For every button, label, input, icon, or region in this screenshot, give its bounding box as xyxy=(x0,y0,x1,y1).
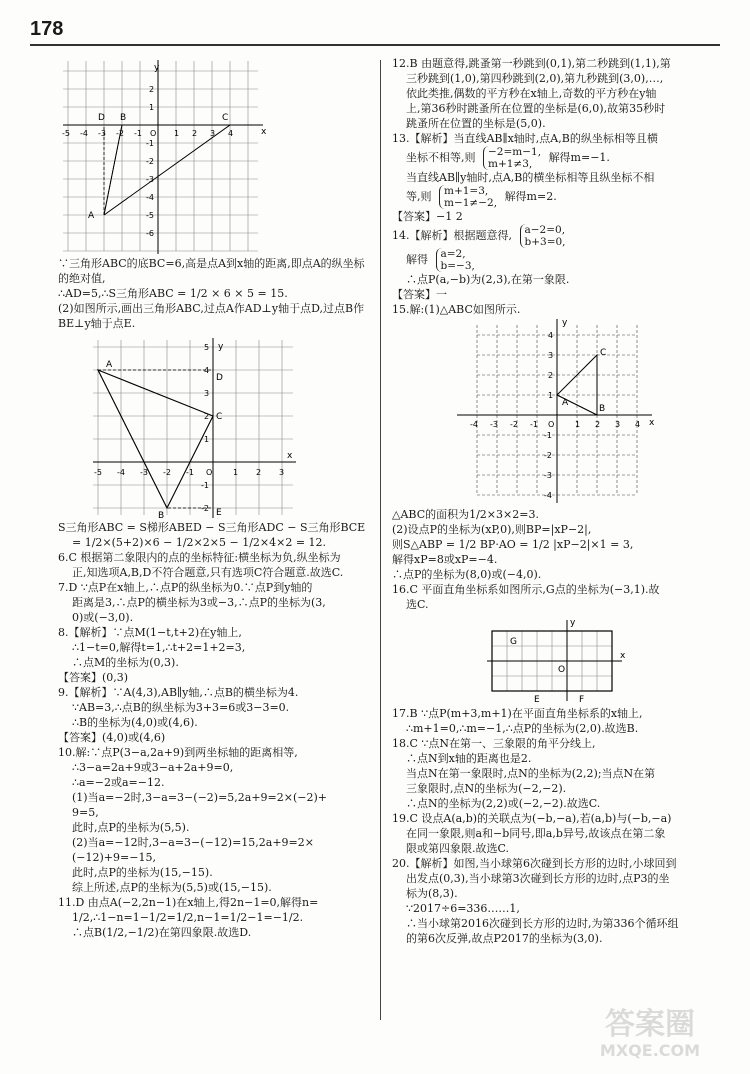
q13-system-2 xyxy=(392,185,732,209)
question-17 xyxy=(392,706,732,736)
q15-line: 15.解:(1)△ABC如图所示. xyxy=(392,303,521,316)
q6-line: 6.C 根据第二象限内的点的坐标特征:横坐标为负,纵坐标为 xyxy=(58,551,341,564)
q12-line: 依此类推,偶数的平方秒在x轴上,奇数的平方秒在y轴 xyxy=(406,87,657,100)
q18-line: ∴点N的坐标为(2,2)或(−2,−2).故选C. xyxy=(406,797,601,810)
figure-4-rectangle-grid xyxy=(482,616,642,706)
fig1-xtick: -1 xyxy=(134,129,142,138)
question-9 xyxy=(58,685,372,745)
question-7 xyxy=(58,580,372,625)
q11-line: 1/2,∴1−n=1−1/2=1/2,n−1=1/2−1=−1/2. xyxy=(72,911,304,924)
q14-text: 14.【解析】根据题意得, xyxy=(392,229,512,242)
q14-eq: b=−3, xyxy=(440,260,475,272)
q10-line: 此时,点P的坐标为(5,5). xyxy=(72,821,190,834)
question-13 xyxy=(392,131,732,224)
q10-line: 此时,点P的坐标为(15,−15). xyxy=(72,866,213,879)
fig1-label-a: A xyxy=(88,211,95,221)
question-16 xyxy=(392,582,732,706)
q13-line: 13.【解析】当直线AB∥x轴时,点A,B的纵坐标相等且横 xyxy=(392,132,658,145)
fig1-ytick: 1 xyxy=(149,103,155,112)
fig3-xtick: 2 xyxy=(595,420,601,429)
fig2-ytick: 1 xyxy=(204,435,210,444)
fig3-x-label: x xyxy=(649,418,655,428)
top-rule xyxy=(30,44,720,46)
q13-eq: m+1=3, xyxy=(444,185,489,197)
fig2-xtick: 2 xyxy=(256,468,262,477)
fig1-xtick: 4 xyxy=(228,129,234,138)
fig2-origin: O xyxy=(206,468,213,477)
question-6 xyxy=(58,550,372,580)
q10-line: ∴a=−2或a=−12. xyxy=(72,776,165,789)
fig2-label-d: D xyxy=(216,373,223,383)
q9-line: ∵AB=3,∴点B的纵坐标为3+3=6或3−3=0. xyxy=(72,701,290,714)
q20-line: ∵2017÷6=336……1, xyxy=(406,902,520,915)
fig3-label-c: C xyxy=(600,348,607,358)
fig3-xtick: -1 xyxy=(530,420,538,429)
q10-line: 9=5, xyxy=(72,806,99,819)
fig1-ytick: -4 xyxy=(146,193,154,202)
watermark-text: 答案圈 xyxy=(605,1007,695,1042)
fig1-xtick: -4 xyxy=(80,129,88,138)
fig3-ytick: -2 xyxy=(544,451,552,460)
fig3-xtick: 1 xyxy=(575,420,581,429)
question-8 xyxy=(58,625,372,685)
question-12 xyxy=(392,56,732,131)
q20-line: 标为(8,3). xyxy=(406,887,458,900)
q10-line: ∴3−a=2a+9或3−a+2a+9=0, xyxy=(72,761,234,774)
q11-line: ∴点B(1/2,−1/2)在第四象限.故选D. xyxy=(72,926,252,939)
fig2-xtick: -4 xyxy=(117,468,125,477)
q15-line: △ABC的面积为1/2×3×2=3. xyxy=(392,508,539,521)
fig2-xtick: 1 xyxy=(233,468,239,477)
fig1-ytick: -1 xyxy=(146,139,154,148)
q10-line: (−12)+9=−15, xyxy=(72,851,156,864)
fig2-label-c: C xyxy=(216,412,223,422)
fig2-xtick: -1 xyxy=(186,468,194,477)
q14-equation-system xyxy=(520,224,566,248)
q14-eq: b+3=0, xyxy=(524,236,566,248)
q15-line: ∴点P的坐标为(8,0)或(−4,0). xyxy=(392,568,542,581)
fig3-xtick: -3 xyxy=(490,420,498,429)
fig2-x-label: x xyxy=(287,451,293,461)
q13-answer: 【答案】−1 2 xyxy=(392,210,463,223)
question-10 xyxy=(58,745,372,895)
fig1-ytick: -6 xyxy=(146,229,154,238)
q10-line: 10.解:∵点P(3−a,2a+9)到两坐标轴的距离相等, xyxy=(58,746,298,759)
q13-text: 解得m=2. xyxy=(504,190,557,203)
q14-eq: a−2=0, xyxy=(524,224,566,236)
q19-line: 限或第四象限.故选C. xyxy=(406,842,510,855)
fig3-y-label: y xyxy=(562,318,568,328)
q8-answer: 【答案】(0,3) xyxy=(58,671,129,684)
q18-line: ∴点N到x轴的距离也是2. xyxy=(406,752,532,765)
q13-equation-system xyxy=(439,185,497,209)
q14-eq: a=2, xyxy=(440,248,466,260)
fig2-ytick: 5 xyxy=(204,343,210,352)
q15-line: 则S△ABP = 1/2 BP·AO = 1/2 |xP−2|×1 = 3, xyxy=(392,538,634,551)
q14-answer: 【答案】一 xyxy=(392,288,447,301)
q20-line: ∴当小球第2016次碰到长方形的边时,为第336个循环组 xyxy=(406,917,679,930)
q10-line: (1)当a=−2时,3−a=3−(−2)=5,2a+9=2×(−2)+ xyxy=(72,791,328,804)
q8-line: ∴1−t=0,解得t=1,∴t+2=1+2=3, xyxy=(72,641,246,654)
q9-answer: 【答案】(4,0)或(4,6) xyxy=(58,731,166,744)
q8-line: ∴点M的坐标为(0,3). xyxy=(72,656,179,669)
fig2-label-b: B xyxy=(158,511,165,520)
question-11 xyxy=(58,895,372,940)
fig4-label-e: E xyxy=(534,695,540,705)
fig1-ytick: 2 xyxy=(149,85,155,94)
watermark-logo xyxy=(560,1000,740,1060)
fig2-ytick: 3 xyxy=(204,389,210,398)
fig1-xtick: 1 xyxy=(174,129,180,138)
figure-1-coordinate-plane xyxy=(58,56,278,256)
fig3-ytick: 1 xyxy=(548,391,554,400)
q20-line: 出发点(0,3),当小球第3次碰到长方形的边时,点P3的坐 xyxy=(406,872,670,885)
q17-line: 17.B ∵点P(m+3,m+1)在平面直角坐标系的x轴上, xyxy=(392,707,643,720)
figure-2-coordinate-plane xyxy=(58,335,298,520)
fig2-xtick: -3 xyxy=(140,468,148,477)
q18-line: 18.C ∵点N在第一、三象限的角平分线上, xyxy=(392,737,596,750)
q7-line: 0)或(−3,0). xyxy=(72,611,134,624)
fig1-xtick: 2 xyxy=(192,129,198,138)
fig1-origin: O xyxy=(150,129,157,138)
q8-line: 8.【解析】∵点M(1−t,t+2)在y轴上, xyxy=(58,626,242,639)
left-column xyxy=(58,56,372,940)
question-19 xyxy=(392,811,732,856)
right-column xyxy=(392,56,732,946)
fig1-label-b: B xyxy=(120,113,127,123)
fig3-ytick: 3 xyxy=(548,351,554,360)
left-para-2: ∴AD=5,∴S三角形ABC = 1/2 × 6 × 5 = 15. xyxy=(58,287,288,300)
q14-line xyxy=(392,224,732,248)
q14-line: ∴点P(a,−b)为(2,3),在第一象限. xyxy=(406,273,570,286)
fig2-label-a: A xyxy=(106,360,113,370)
q6-line: 正,知选项A,B,D不符合题意,只有选项C符合题意.故选C. xyxy=(72,566,344,579)
q15-line: 解得xP=8或xP=−4. xyxy=(392,553,498,566)
fig1-xtick: -5 xyxy=(62,129,70,138)
watermark-sub: MXQE.COM xyxy=(599,1041,701,1060)
fig3-label-a: A xyxy=(562,398,569,408)
page-number: 178 xyxy=(30,18,64,40)
fig2-ytick: 2 xyxy=(204,412,210,421)
figure-3-coordinate-plane xyxy=(452,317,662,507)
fig3-ytick: -4 xyxy=(544,491,552,500)
fig3-ytick: -1 xyxy=(544,431,552,440)
fig1-xtick: -2 xyxy=(116,129,124,138)
q12-line: 上,第36秒时跳蚤所在位置的坐标是(6,0),故第35秒时 xyxy=(406,102,666,115)
fig4-y-label: y xyxy=(570,618,576,628)
fig1-xtick: -3 xyxy=(98,129,106,138)
fig2-xtick: -5 xyxy=(94,468,102,477)
question-20 xyxy=(392,856,732,946)
fig3-ytick: 2 xyxy=(548,371,554,380)
q19-line: 在同一象限,则a和−b同号,即a,b异号,故该点在第二象 xyxy=(406,827,666,840)
q13-text: 等,则 xyxy=(406,190,432,203)
fig2-ytick: 4 xyxy=(204,366,210,375)
fig3-xtick: -4 xyxy=(470,420,478,429)
q10-line: 综上所述,点P的坐标为(5,5)或(15,−15). xyxy=(72,881,272,894)
q13-eq: m+1≠3, xyxy=(488,158,533,170)
fig4-x-label: x xyxy=(620,651,626,661)
q13-eq: −2=m−1, xyxy=(488,146,542,158)
q7-line: 距离是3,∴点P的横坐标为3或−3,∴点P的坐标为(3, xyxy=(72,596,326,609)
question-15 xyxy=(392,302,732,582)
fig1-ytick: -2 xyxy=(146,157,154,166)
fig1-label-c: C xyxy=(222,113,229,123)
q13-line: 当直线AB∥y轴时,点A,B的横坐标相等且纵坐标不相 xyxy=(406,171,655,184)
q13-text: 解得m=−1. xyxy=(548,151,610,164)
q9-line: ∴B的坐标为(4,0)或(4,6). xyxy=(72,716,198,729)
q15-line: (2)设点P的坐标为(xP,0),则BP=|xP−2|, xyxy=(392,523,592,536)
column-divider xyxy=(380,60,381,1020)
fig1-y-label: y xyxy=(154,63,160,73)
fig3-xtick: 4 xyxy=(635,420,641,429)
fig2-xtick: -2 xyxy=(163,468,171,477)
fig1-ytick: -3 xyxy=(146,175,154,184)
fig4-origin: O xyxy=(558,665,566,675)
fig2-y-label: y xyxy=(218,342,224,352)
left-para-4: S三角形ABC = S梯形ABED − S三角形ADC − S三角形BCE xyxy=(58,521,366,534)
fig1-label-d: D xyxy=(98,113,105,123)
fig1-ytick: -5 xyxy=(146,211,154,220)
left-para-5: = 1/2×(5+2)×6 − 1/2×2×5 − 1/2×4×2 = 12. xyxy=(72,536,327,549)
q10-line: (2)当a=−12时,3−a=3−(−12)=15,2a+9=2× xyxy=(72,836,314,849)
q13-eq: m−1≠−2, xyxy=(444,197,498,209)
q7-line: 7.D ∵点P在x轴上,∴点P的纵坐标为0.∵点P到y轴的 xyxy=(58,581,313,594)
fig3-ytick: -3 xyxy=(544,471,552,480)
fig4-label-g: G xyxy=(510,637,517,647)
fig2-xtick: 3 xyxy=(279,468,285,477)
fig1-x-label: x xyxy=(261,127,267,137)
left-para-1: ∵三角形ABC的底BC=6,高是点A到x轴的距离,即点A的纵坐标的绝对值, xyxy=(58,257,365,285)
fig2-label-e: E xyxy=(216,508,222,518)
left-para-3: (2)如图所示,画出三角形ABC,过点A作AD⊥y轴于点D,过点B作BE⊥y轴于点E. xyxy=(58,302,365,330)
q19-line: 19.C 设点A(a,b)的关联点为(−b,−a),若(a,b)与(−b,−a) xyxy=(392,812,672,825)
q20-line: 的第6次反弹,故点P2017的坐标为(3,0). xyxy=(406,932,603,945)
fig3-ytick: 4 xyxy=(548,331,554,340)
q12-line: 12.B 由题意得,跳蚤第一秒跳到(0,1),第二秒跳到(1,1),第 xyxy=(392,57,671,70)
question-18 xyxy=(392,736,732,811)
fig3-xtick: -2 xyxy=(510,420,518,429)
question-14 xyxy=(392,224,732,302)
fig2-ytick: -1 xyxy=(201,481,209,490)
q12-line: 三秒跳到(1,0),第四秒跳到(2,0),第九秒跳到(3,0),…, xyxy=(406,72,664,85)
q13-system-1 xyxy=(392,146,732,170)
q18-line: 当点N在第一象限时,点N的坐标为(2,2);当点N在第 xyxy=(406,767,656,780)
q13-text: 坐标不相等,则 xyxy=(406,151,476,164)
fig3-origin: O xyxy=(548,420,555,429)
q17-line: ∴m+1=0,∴m=−1,∴点P的坐标为(2,0).故选B. xyxy=(406,722,639,735)
q14-equation-system xyxy=(436,248,475,272)
q18-line: 三象限时,点N的坐标为(−2,−2). xyxy=(406,782,567,795)
q16-line: 16.C 平面直角坐标系如图所示,G点的坐标为(−3,1).故 xyxy=(392,583,660,596)
q20-line: 20.【解析】如图,当小球第6次碰到长方形的边时,小球回到 xyxy=(392,857,677,870)
fig2-ytick: -2 xyxy=(201,504,209,513)
q13-equation-system xyxy=(483,146,541,170)
q14-text: 解得 xyxy=(406,253,428,266)
q12-line: 跳蚤所在位置的坐标是(5,0). xyxy=(406,117,546,130)
q11-line: 11.D 由点A(−2,2n−1)在x轴上,得2n−1=0,解得n= xyxy=(58,896,319,909)
fig3-xtick: 3 xyxy=(615,420,621,429)
fig1-xtick: 3 xyxy=(210,129,216,138)
q16-line: 选C. xyxy=(406,598,429,611)
q14-line xyxy=(392,248,732,272)
fig3-label-b: B xyxy=(599,404,606,414)
q9-line: 9.【解析】∵A(4,3),AB∥y轴,∴点B的横坐标为4. xyxy=(58,686,299,699)
fig4-label-f: F xyxy=(579,695,585,705)
